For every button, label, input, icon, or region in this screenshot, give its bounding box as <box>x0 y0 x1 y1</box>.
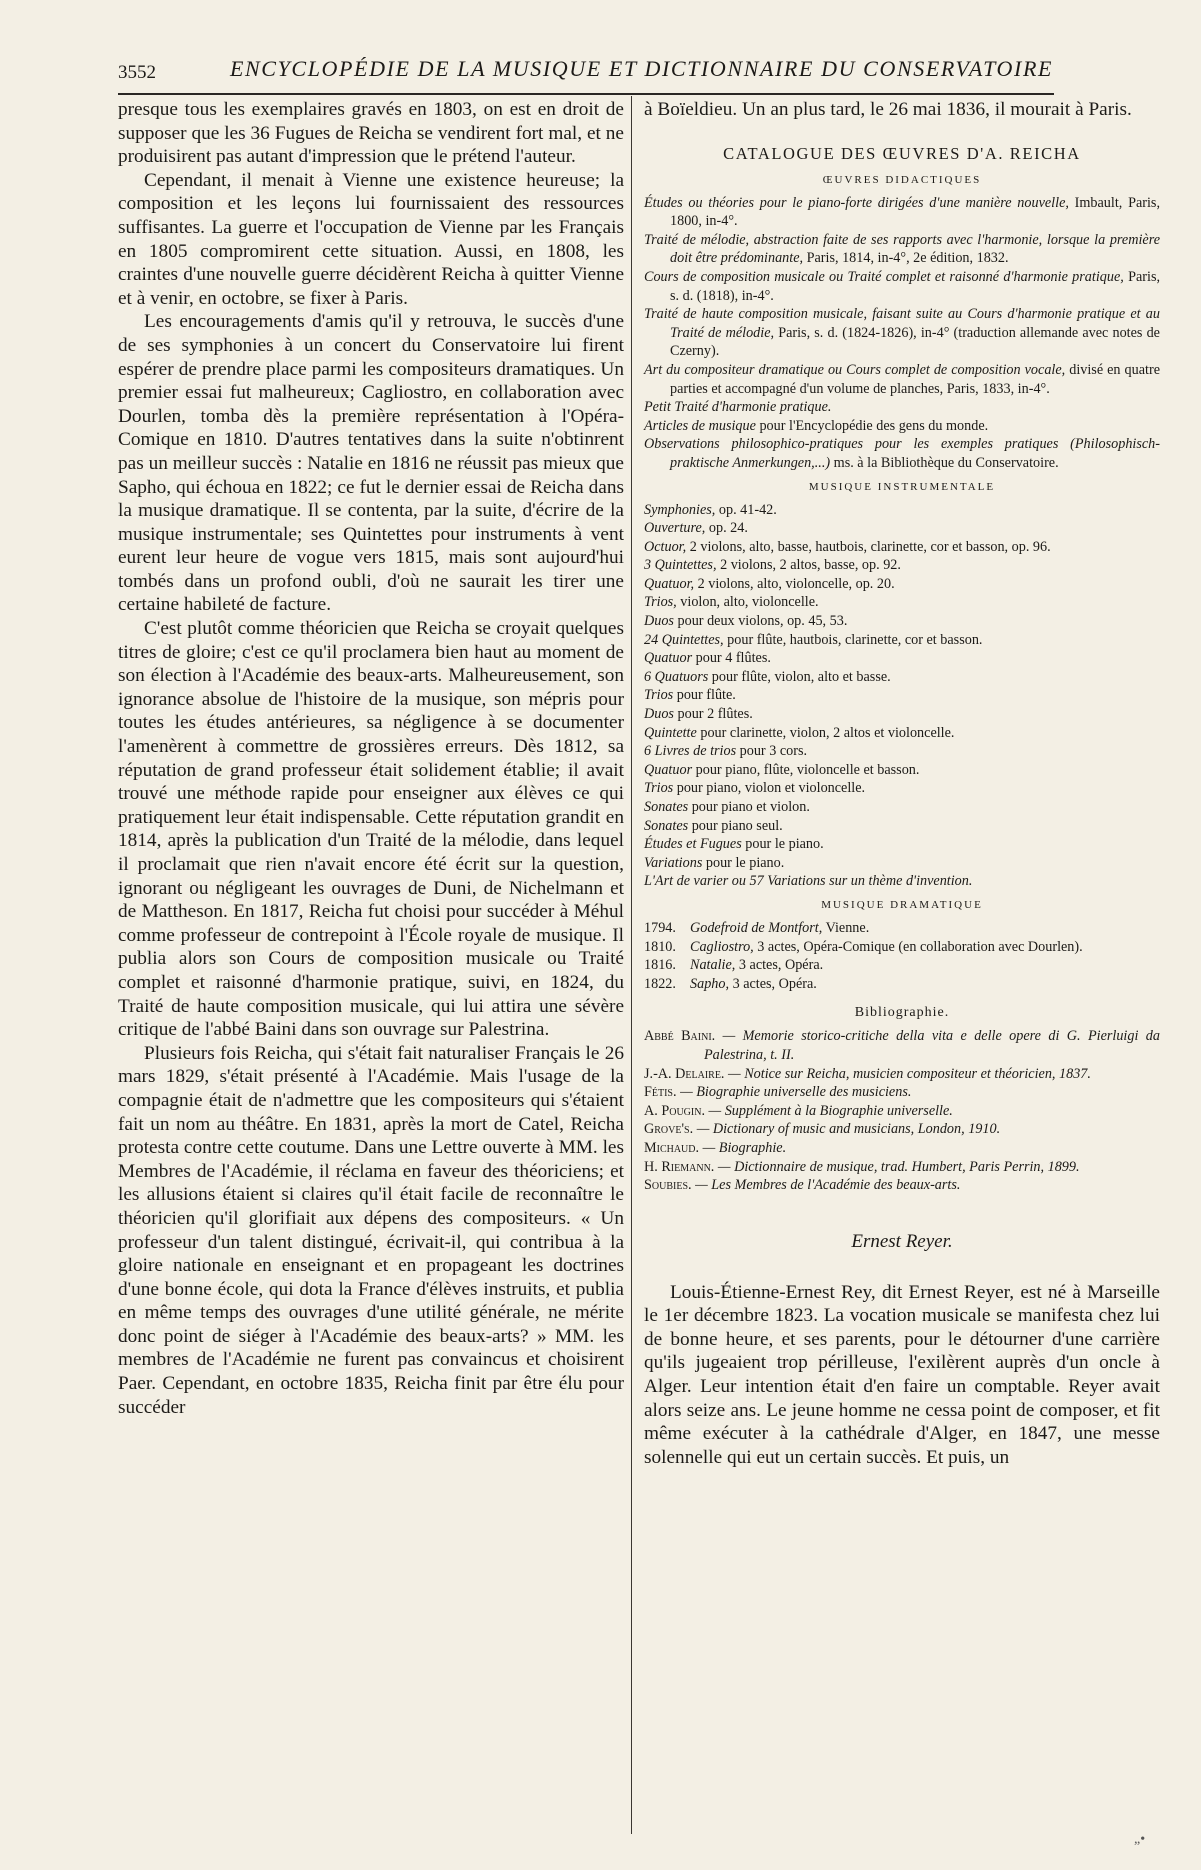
work-year: 1822. <box>644 975 676 992</box>
bib-author: Grove's. <box>644 1121 694 1138</box>
work-details: pour 4 flûtes. <box>692 650 771 667</box>
work-title: Cagliostro, <box>690 938 754 955</box>
bib-author: Abbé Baini. <box>644 1028 716 1045</box>
continuation-paragraph: à Boïeldieu. Un an plus tard, le 26 mai 1836, il mourait à Paris. <box>644 99 1132 120</box>
work-details: pour deux violons, op. 45, 53. <box>673 613 848 630</box>
work-details: op. 24. <box>705 520 748 537</box>
work-title: Études ou théories pour le piano-forte dirigées d'une manière nouvelle, <box>644 194 1069 211</box>
work-title: Duos <box>644 706 674 723</box>
section-heading-didactic: ŒUVRES DIDACTIQUES <box>822 173 982 186</box>
work-details: violon, alto, violoncelle. <box>676 594 819 611</box>
paragraph: Les encouragements d'amis qu'il y retrouva, le succès d'une de ses symphonies à un concert du Conservatoire lui firent espérer de prendre place parmi les compositeurs dramatiques. Un premier essai fut malheureux; Cagliostro, en collaboration avec Dourlen, tomba dès la première représentation à l'Opéra-Comique en 1810. D'autres tentatives dans la suite n'obtinrent pas un meilleur succès : Natalie en 1816 ne réussit pas mieux que Sapho, qui échoua en 1822; ce fut le dernier essai de Reicha dans la musique dramatique. Il se contenta, par la suite, d'écrire de la musique instrumentale; ses Quintettes pour instruments à vent eurent leur heure de vogue vers 1815, mais sont aujourd'hui tombés dans un profond oubli, d'où ne saurait les tirer une certaine habileté de facture. <box>118 311 624 616</box>
work-details: pour piano seul. <box>688 817 783 834</box>
work-entry <box>644 538 1160 557</box>
bibliography-list <box>644 1027 1160 1194</box>
work-title: Godefroid de Montfort, <box>690 919 823 936</box>
work-title: Symphonies, <box>644 501 716 518</box>
right-column <box>644 98 1160 1469</box>
bibliography-entry <box>644 1102 1160 1121</box>
bib-work: — Memorie storico-critiche della vita e delle opere di G. Pierluigi da Palestrina, t. II. <box>704 1028 1160 1063</box>
work-title: Quatuor, <box>644 575 695 592</box>
work-entry <box>644 519 1160 538</box>
work-entry <box>644 817 1160 836</box>
work-title: Natalie, <box>690 957 736 974</box>
work-details: pour 2 flûtes. <box>673 706 753 723</box>
work-title: Petit Traité d'harmonie pratique. <box>644 399 832 416</box>
work-title: Articles de musique <box>644 417 756 434</box>
work-details: pour piano, flûte, violoncelle et basson. <box>692 761 920 778</box>
section-heading-instrumental: MUSIQUE INSTRUMENTALE <box>808 480 996 493</box>
paragraph: Plusieurs fois Reicha, qui s'était fait naturaliser Français le 26 mars 1829, s'était présenté à l'Académie. Mais l'usage de la compagnie était de n'admettre que les compositeurs qui s'étaient fait un nom au théâtre. En 1831, après la mort de Catel, Reicha protesta contre cette coutume. Dans une Lettre ouverte à MM. les Membres de l'Académie, il réclama en faveur des théoriciens; et les allusions étaient si claires qu'il était facile de reconnaître le théoricien qu'il glorifiait aux dépens des compositeurs. « Un professeur d'un talent distingué, écrivait-il, qui contribua à la gloire nationale en enseignant et en propageant les doctrines d'une bonne école, qui dota la France d'élèves instruits, et publia en même temps des ouvrages d'une utilité générale, ne mérite donc point de siéger à l'Académie des beaux-arts? » MM. les membres de l'Académie ne furent pas convaincus et choisirent Paer. Cependant, en octobre 1835, Reicha finit par être élu pour succéder <box>118 1042 624 1418</box>
work-title: Études et Fugues <box>644 836 742 853</box>
work-details: op. 41-42. <box>715 501 777 518</box>
bib-author: A. Pougin. <box>644 1102 705 1119</box>
didactic-works-list <box>644 194 1160 473</box>
page-mark: „• <box>1134 1832 1146 1847</box>
work-title: Art du compositeur dramatique ou Cours complet de composition vocale, <box>644 361 1066 378</box>
work-title: 6 Quatuors <box>644 668 709 685</box>
work-details: 3 actes, Opéra. <box>735 957 824 974</box>
work-entry <box>644 724 1160 743</box>
work-entry <box>644 761 1160 780</box>
work-entry <box>644 556 1160 575</box>
work-details: pour flûte, violon, alto et basse. <box>708 668 891 685</box>
page-header <box>118 56 1054 90</box>
bibliography-entry <box>644 1027 1160 1064</box>
section-heading-dramatic: MUSIQUE DRAMATIQUE <box>821 898 983 911</box>
work-title: Quatuor <box>644 650 693 667</box>
work-title: Trios <box>644 687 674 704</box>
work-title: Observations philosophico-pratiques pour les exemples pratiques (Philosophisch-praktische Anmerkungen,...) <box>644 436 1160 471</box>
work-entry <box>644 742 1160 761</box>
work-details: Paris, s. d. (1818), in-4°. <box>670 268 1161 304</box>
work-details: Imbault, Paris, 1800, in-4°. <box>670 194 1160 230</box>
work-details: pour flûte, hautbois, clarinette, cor et basson. <box>723 631 983 648</box>
work-title: Traité de mélodie, abstraction faite de ses rapports avec l'harmonie, lorsque la première doit être prédominante, <box>644 231 1160 267</box>
work-entry <box>644 361 1160 398</box>
work-entry <box>644 798 1160 817</box>
work-details: divisé en quatre parties et accompagné d'un volume de planches, Paris, 1833, in-4°. <box>670 361 1161 397</box>
bibliography-entry <box>644 1139 1160 1158</box>
work-entry <box>644 938 1160 957</box>
work-entry <box>644 435 1160 472</box>
work-entry <box>644 649 1160 668</box>
work-details: pour flûte. <box>673 687 736 704</box>
work-title: Sonates <box>644 817 689 834</box>
work-entry <box>644 417 1160 436</box>
work-entry <box>644 501 1160 520</box>
work-entry <box>644 686 1160 705</box>
bibliography-entry <box>644 1158 1160 1177</box>
bibliography-entry <box>644 1176 1160 1195</box>
work-entry <box>644 668 1160 687</box>
work-entry <box>644 612 1160 631</box>
work-entry <box>644 305 1160 361</box>
work-details: pour piano et violon. <box>688 799 810 815</box>
work-title: Cours de composition musicale ou Traité complet et raisonné d'harmonie pratique, <box>644 268 1124 285</box>
bib-author: Fétis. <box>644 1084 677 1101</box>
dramatic-works-list <box>644 919 1160 993</box>
work-title: Quintette <box>644 724 697 741</box>
work-entry <box>644 919 1160 938</box>
bibliography-heading: Bibliographie. <box>854 1005 950 1021</box>
page-number: 3552 <box>118 62 156 83</box>
bib-work: — Dictionnaire de musique, trad. Humbert, Paris Perrin, 1899. <box>714 1158 1080 1175</box>
paragraph: Louis-Étienne-Ernest Rey, dit Ernest Reyer, est né à Marseille le 1er décembre 1823. La vocation musicale se manifesta chez lui de bonne heure, et ses parents, pour le détourner d'une carrière qu'ils jugeaient trop périlleuse, l'exilèrent auprès d'un oncle à Alger. Leur intention était d'en faire un comptable. Reyer avait alors seize ans. Le jeune homme ne cessa point de composer, et fit même exécuter à la cathédrale d'Alger, en 1847, une messe solennelle qui eut un certain succès. Et puis, un <box>644 1281 1160 1468</box>
work-details: 2 violons, alto, violoncelle, op. 20. <box>694 575 895 592</box>
work-year: 1816. <box>644 957 676 974</box>
work-entry <box>644 194 1160 231</box>
work-title: Trios <box>644 780 674 797</box>
work-details: Paris, s. d. (1824-1826), in-4° (traduction allemande avec notes de Czerny). <box>670 324 1160 360</box>
work-entry <box>644 575 1160 594</box>
bibliography-entry <box>644 1083 1160 1102</box>
running-title: ENCYCLOPÉDIE DE LA MUSIQUE ET DICTIONNAIRE DU CONSERVATOIRE <box>230 56 1054 81</box>
bib-work: — Les Membres de l'Académie des beaux-arts. <box>691 1177 961 1194</box>
work-details: 2 violons, 2 altos, basse, op. 92. <box>716 557 901 574</box>
work-entry <box>644 872 1160 891</box>
work-details: pour piano, violon et violoncelle. <box>673 780 866 797</box>
header-rule <box>118 93 1054 95</box>
work-entry <box>644 975 1160 994</box>
work-title: Sonates <box>644 799 689 815</box>
work-title: Quatuor <box>644 761 693 778</box>
instrumental-works-list <box>644 501 1160 891</box>
work-details: ms. à la Bibliothèque du Conservatoire. <box>830 454 1059 471</box>
work-details: pour 3 cors. <box>736 743 808 760</box>
bib-work: — Biographie. <box>699 1139 787 1156</box>
work-title: 24 Quintettes, <box>644 631 724 648</box>
work-details: Vienne. <box>822 919 870 936</box>
bib-author: J.-A. Delaire. <box>644 1065 725 1082</box>
paragraph: presque tous les exemplaires gravés en 1803, on est en droit de supposer que les 36 Fugues de Reicha se vendirent fort mal, et ne produisirent pas autant d'impression que le prétend l'auteur. <box>118 99 624 168</box>
column-divider <box>631 96 632 1834</box>
bib-work: — Notice sur Reicha, musicien compositeur et théoricien, 1837. <box>724 1065 1091 1082</box>
work-entry <box>644 956 1160 975</box>
work-title: Traité de haute composition musicale, faisant suite au Cours d'harmonie pratique et au Traité de mélodie, <box>644 306 1160 341</box>
bib-author: H. Riemann. <box>644 1158 715 1175</box>
work-entry <box>644 835 1160 854</box>
work-details: pour le piano. <box>741 836 824 853</box>
work-entry <box>644 854 1160 873</box>
work-title: Variations <box>644 854 703 871</box>
work-title: L'Art de varier ou 57 Variations sur un thème d'invention. <box>644 873 973 890</box>
work-entry <box>644 231 1160 268</box>
work-details: 3 actes, Opéra. <box>729 975 817 992</box>
article-heading-reyer: Ernest Reyer. <box>851 1230 953 1252</box>
work-entry <box>644 705 1160 724</box>
work-title: 3 Quintettes, <box>644 557 717 574</box>
work-entry <box>644 268 1160 305</box>
paragraph: Cependant, il menait à Vienne une existence heureuse; la composition et les leçons lui fournissaient des ressources suffisantes. La guerre et l'occupation de Vienne par les Français en 1805 compromirent cette situation. Aussi, en 1808, les craintes d'une nouvelle guerre décidèrent Reicha à quitter Vienne et à venir, en octobre, se fixer à Paris. <box>118 169 624 309</box>
work-title: Sapho, <box>690 975 730 992</box>
work-entry <box>644 398 1160 417</box>
work-title: Ouverture, <box>644 520 706 537</box>
work-entry <box>644 779 1160 798</box>
bibliography-entry <box>644 1065 1160 1084</box>
work-title: Trios, <box>644 594 677 611</box>
work-details: 2 violons, alto, basse, hautbois, clarinette, cor et basson, op. 96. <box>686 538 1051 555</box>
work-year: 1810. <box>644 938 676 955</box>
left-column <box>118 98 624 1419</box>
bib-work: — Dictionary of music and musicians, London, 1910. <box>693 1121 1001 1138</box>
work-details: pour le piano. <box>702 854 785 871</box>
bib-author: Michaud. <box>644 1139 700 1156</box>
work-entry <box>644 593 1160 612</box>
work-details: pour clarinette, violon, 2 altos et violoncelle. <box>696 724 955 741</box>
bib-author: Soubies. <box>644 1177 692 1194</box>
work-entry <box>644 631 1160 650</box>
work-title: Octuor, <box>644 538 687 555</box>
work-year: 1794. <box>644 919 676 936</box>
paragraph: C'est plutôt comme théoricien que Reicha se croyait quelques titres de gloire; c'est ce qu'il proclamera bien haut au moment de son élection à l'Académie des beaux-arts. Malheureusement, son ignorance absolue de l'histoire de la musique, son mépris pour toutes les études antérieures, sa négligence à se documenter l'amenèrent à commettre de grossières erreurs. Dès 1812, sa réputation de grand professeur était solidement établie; il avait trouvé une méthode rapide pour enseigner aux élèves ce qui pratiquement leur était indispensable. Cette réputation grandit en 1814, après la publication d'un Traité de la mélodie, dans lequel il proclamait que rien n'avait encore été écrit sur la question, ignorant ou négligeant les ouvrages de Duni, de Nichelmann et de Mattheson. En 1817, Reicha fut choisi pour succéder à Méhul comme professeur de contrepoint à l'École royale de musique. Il publia alors son Cours de composition musicale ou Traité complet et raisonné d'harmonie pratique, suivi, en 1824, du Traité de haute composition musicale, qui lui attira une sévère critique de l'abbé Baini dans son ouvrage sur Palestrina. <box>118 618 624 1041</box>
work-details: 3 actes, Opéra-Comique (en collaboration avec Dourlen). <box>753 938 1083 955</box>
work-title: 6 Livres de trios <box>644 743 737 760</box>
bib-work: — Supplément à la Biographie universelle. <box>705 1102 953 1119</box>
work-title: Duos <box>644 613 674 630</box>
catalogue-title: CATALOGUE DES ŒUVRES D'A. REICHA <box>723 143 1081 163</box>
bib-work: — Biographie universelle des musiciens. <box>676 1084 912 1101</box>
work-details: Paris, 1814, in-4°, 2e édition, 1832. <box>803 250 1009 267</box>
work-details: pour l'Encyclopédie des gens du monde. <box>755 417 989 434</box>
bibliography-entry <box>644 1120 1160 1139</box>
